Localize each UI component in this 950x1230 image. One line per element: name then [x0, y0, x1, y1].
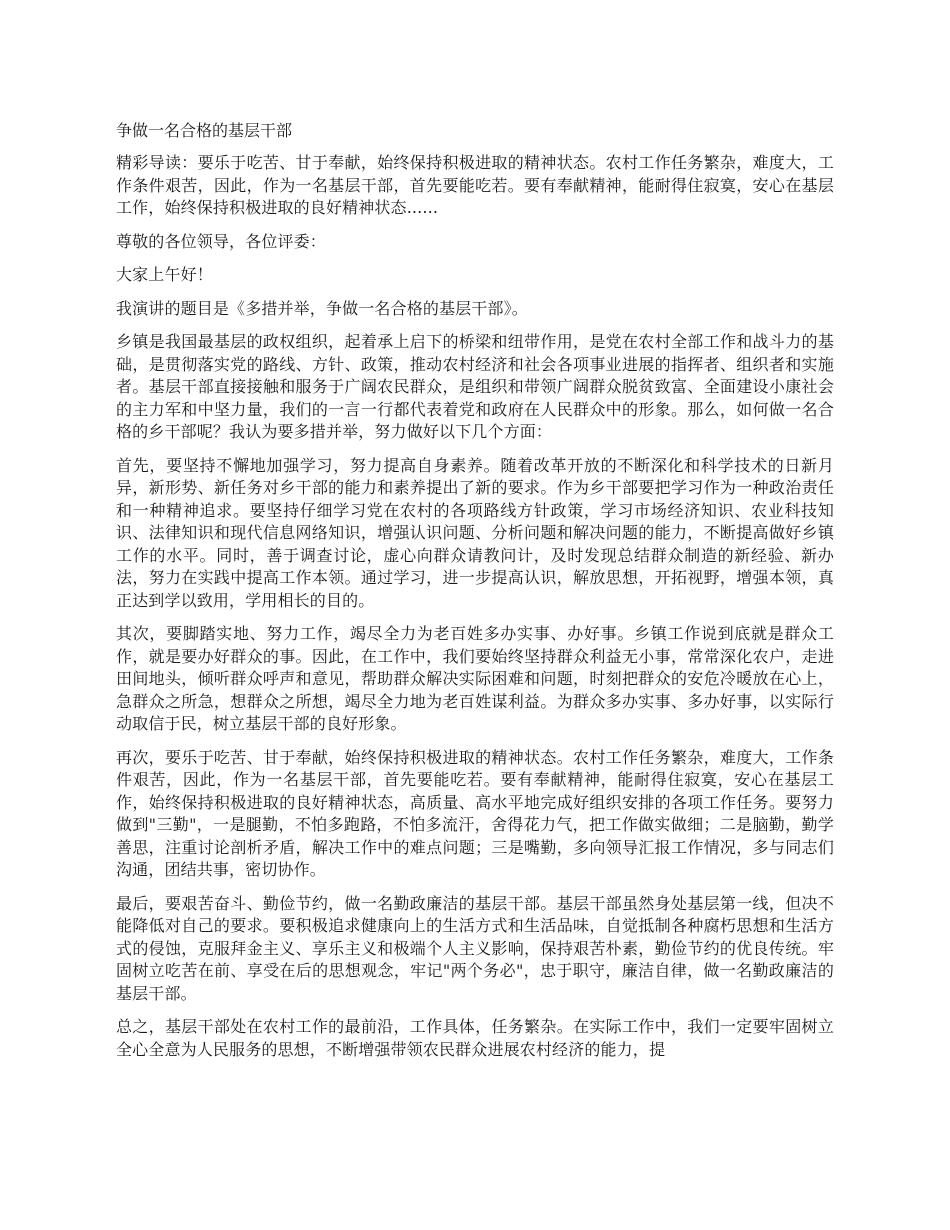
body-paragraph: 最后，要艰苦奋斗、勤俭节约，做一名勤政廉洁的基层干部。基层干部虽然身处基层第一线，但决不能降低对自己的要求。要积极追求健康向上的生活方式和生活品味，自觉抵制各种腐朽思想和生活方式的侵蚀，克服拜金主义、享乐主义和极端个人主义影响，保持艰苦朴素，勤俭节约的优良传统。牢固树立吃苦在前、享受在后的思想观念，牢记"两个务必"，忠于职守，廉洁自律，做一名勤政廉洁的基层干部。 — [116, 893, 834, 1003]
intro-paragraph: 精彩导读：要乐于吃苦、甘于奉献，始终保持积极进取的精神状态。农村工作任务繁杂，难度大，工作条件艰苦，因此，作为一名基层干部，首先要能吃若。要有奉献精神，能耐得住寂寞，安心在基层工作，始终保持积极进取的良好精神状态...... — [116, 153, 834, 217]
greeting: 大家上午好！ — [116, 265, 213, 284]
body-paragraph: 其次，要脚踏实地、努力工作，竭尽全力为老百姓多办实事、办好事。乡镇工作说到底就是群众工作，就是要办好群众的事。因此，在工作中，我们要始终坚持群众利益无小事，常常深化农户，走进田间地头，倾听群众呼声和意见，帮助群众解决实际困难和问题，时刻把群众的安危冷暖放在心上，急群众之所急，想群众之所想，竭尽全力地为老百姓谋利益。为群众多办实事、多办好事，以实际行动取信于民，树立基层干部的良好形象。 — [116, 624, 834, 733]
body-paragraph: 首先，要坚持不懈地加强学习，努力提高自身素养。随着改革开放的不断深化和科学技术的日新月异，新形势、新任务对乡干部的能力和素养提出了新的要求。作为乡干部要把学习作为一种政治责任和一种精神追求。要坚持仔细学习党在农村的各项路线方针政策，学习市场经济知识、农业科技知识、法律知识和现代信息网络知识，增强认识问题、分析问题和解决问题的能力，不断提高做好乡镇工作的水平。同时，善于调查讨论，虚心向群众请教问计，及时发现总结群众制造的新经验、新办法，努力在实践中提高工作本领。通过学习，进一步提高认识，解放思想，开拓视野，增强本领，真正达到学以致用，学用相长的目的。 — [116, 455, 834, 610]
salutation: 尊敬的各位领导，各位评委： — [116, 231, 326, 251]
speech-topic: 我演讲的题目是《多措并举，争做一名合格的基层干部》。 — [116, 298, 528, 318]
body-paragraph: 乡镇是我国最基层的政权组织，起着承上启下的桥梁和纽带作用，是党在农村全部工作和战斗力的基础，是贯彻落实党的路线、方针、政策，推动农村经济和社会各项事业进展的指挥者、组织者和实施者。基层干部直接接触和服务于广阔农民群众，是组织和带领广阔群众脱贫致富、全面建设小康社会的主力军和中坚力量，我们的一言一行都代表着党和政府在人民群众中的形象。那么，如何做一名合格的乡干部呢？我认为要多措并举，努力做好以下几个方面： — [116, 332, 834, 441]
body-paragraph: 再次，要乐于吃苦、甘于奉献，始终保持积极进取的精神状态。农村工作任务繁杂，难度大，工作条件艰苦，因此，作为一名基层干部，首先要能吃若。要有奉献精神，能耐得住寂寞，安心在基层工作，始终保持积极进取的良好精神状态，高质量、高水平地完成好组织安排的各项工作任务。要努力做到"三勤"，一是腿勤，不怕多跑路，不怕多流汗，舍得花力气，把工作做实做细；二是脑勤，勤学善思，注重讨论剖析矛盾，解决工作中的难点问题；三是嘴勤，多向领导汇报工作情况，多与同志们沟通，团结共事，密切协作。 — [116, 747, 834, 879]
document-title: 争做一名合格的基层干部 — [116, 121, 293, 140]
body-paragraph: 总之，基层干部处在农村工作的最前沿，工作具体，任务繁杂。在实际工作中，我们一定要牢固树立全心全意为人民服务的思想，不断增强带领农民群众进展农村经济的能力，提 — [116, 1017, 834, 1059]
